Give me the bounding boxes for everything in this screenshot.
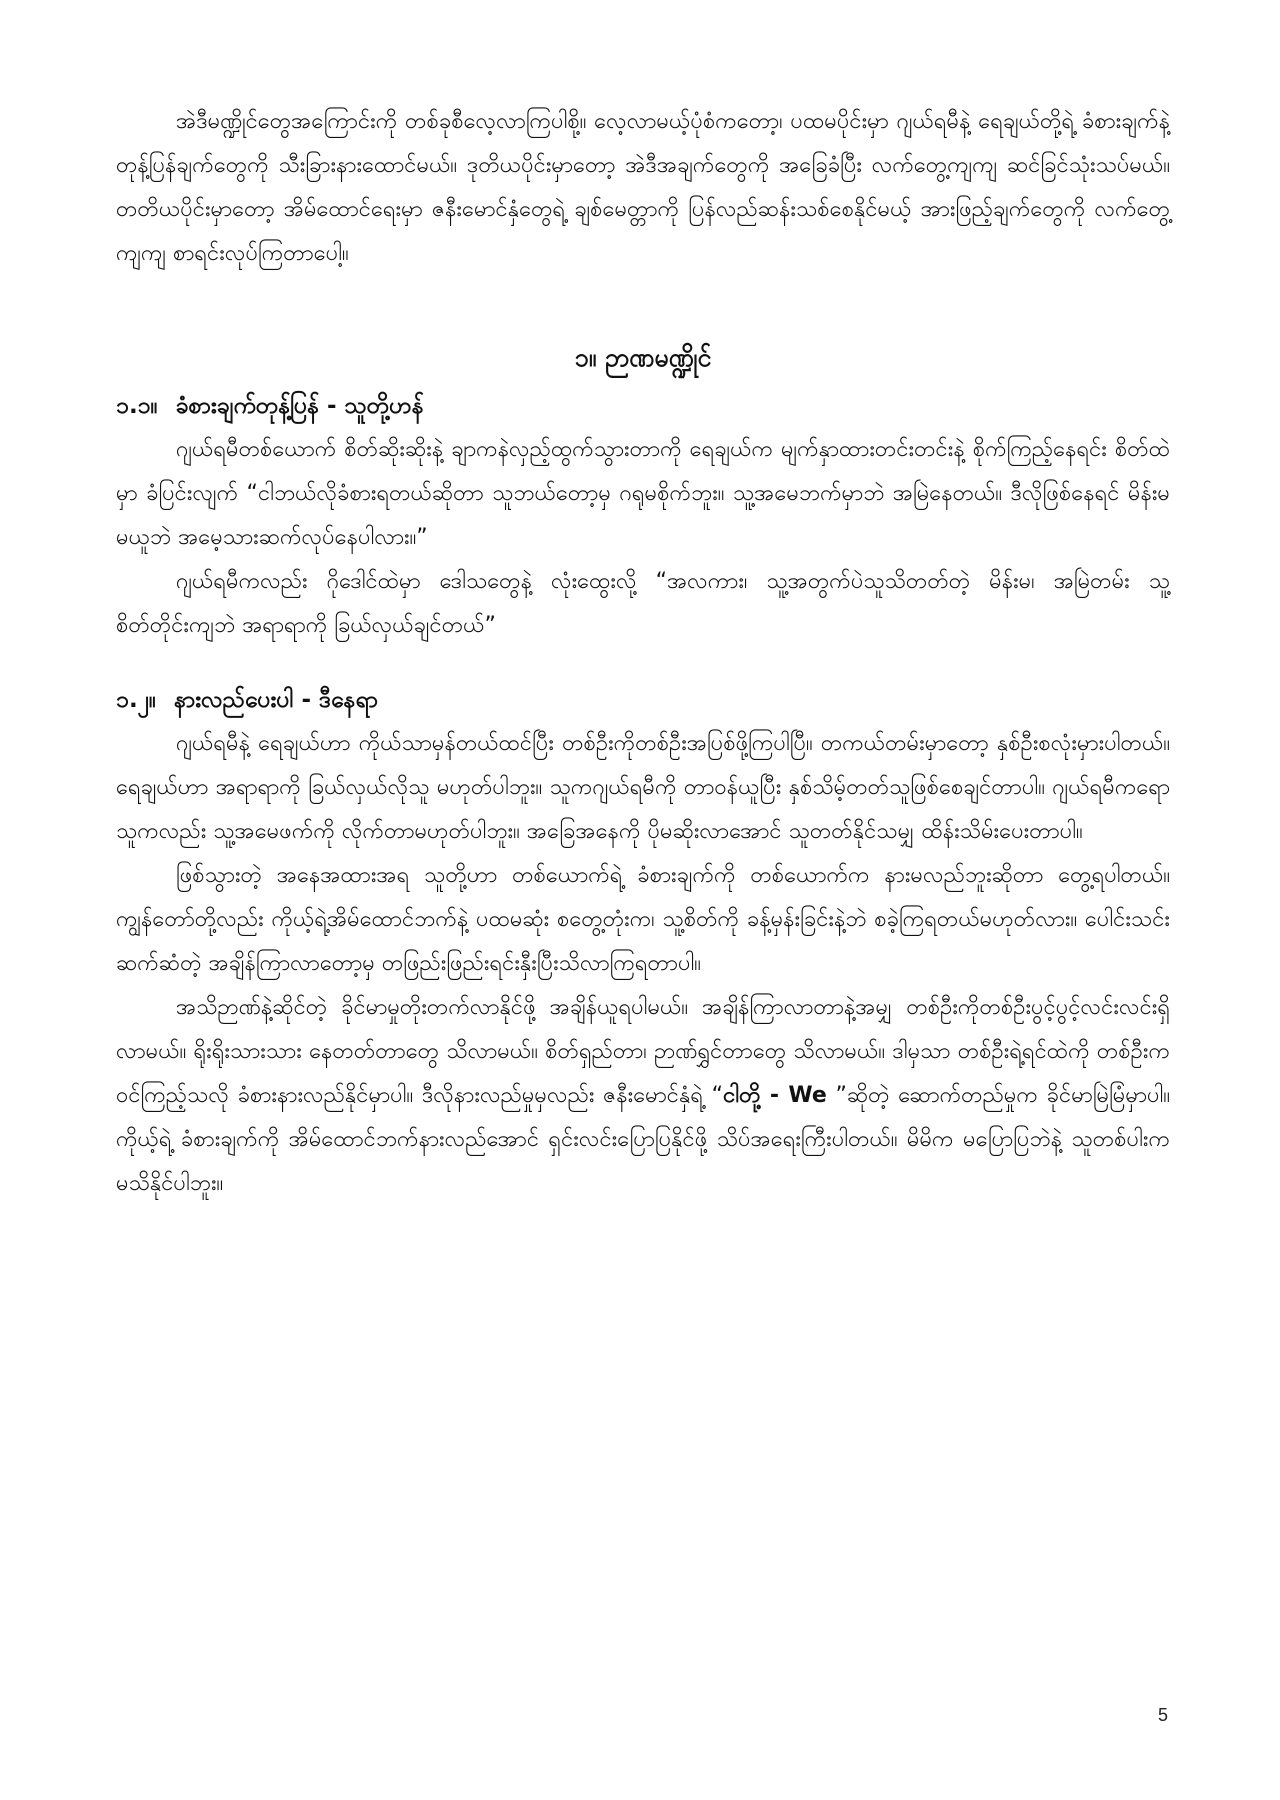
section-1-title: ခံစားချက်တုန့်ပြန် - သူတို့ဟန် [175,393,424,419]
section-2-paragraph: ဂျယ်ရမီနဲ့ ရေချယ်ဟာ ကိုယ်သာမှန်တယ်ထင်ပြီး တစ်ဦးကိုတစ်ဦးအပြစ်ဖို့ကြပါပြီ။ တကယ်တမ်းမှာတော့ နှစ်ဦးစလုံးမှားပါတယ်။ ရေချယ်ဟာ အရာရာကို ခြယ်လှယ်လိုသူ မဟုတ်ပါဘူး။ သူကဂျယ်ရမီကို တာဝန်ယူပြီး နှစ်သိမ့်တတ်သူဖြစ်စေချင်တာပါ။ ဂျယ်ရမီကရော သူကလည်း သူ့အမေဖက်ကို လိုက်တာမဟုတ်ပါဘူး။ အခြေအနေကို ပိုမဆိုးလာအောင် သူတတ်နိုင်သမျှ ထိန်းသိမ်းပေးတာပါ။ [116,731,1170,844]
chapter-title: ၁။ ဉာဏမဏ္ဍိုင် [574,343,712,372]
section-1-paragraph: ဂျယ်ရမီတစ်ယောက် စိတ်ဆိုးဆိုးနဲ့ ချာကနဲလှည့်ထွက်သွားတာကို ရေချယ်က မျက်နှာထားတင်းတင်းနဲ့ စိုက်ကြည့်နေရင်း စိတ်ထဲမှာ ခံပြင်းလျက် “ငါဘယ်လိုခံစားရတယ်ဆိုတာ သူဘယ်တော့မှ ဂရုမစိုက်ဘူး။ သူ့အမေဘက်မှာဘဲ အမြဲနေတယ်။ ဒီလိုဖြစ်နေရင် မိန်းမမယူဘဲ အမေ့သားဆက်လုပ်နေပါလား။” [116,437,1170,550]
section-1-heading [116,384,1170,428]
section-1-paragraph: ဂျယ်ရမီကလည်း ဂိုဒေါင်ထဲမှာ ဒေါသတွေနဲ့ လုံးထွေးလို့ “အလကား၊ သူ့အတွက်ပဲသူသိတတ်တဲ့ မိန်းမ၊ အမြဲတမ်း သူ့စိတ်တိုင်းကျဘဲ အရာရာကို ခြယ်လှယ်ချင်တယ်” [116,569,1170,638]
we-label: ငါတို့ - We [723,1083,827,1108]
closing-text-part-2: ”ဆိုတဲ့ ဆောက်တည်မှုက ခိုင်မာမြဲမြံမှာပါ။ ကိုယ့်ရဲ့ ခံစားချက်ကို အိမ်ထောင်ဘက်နားလည်အောင် ရှင်းလင်းပြောပြနိုင်ဖို့ သိပ်အရေးကြီးပါတယ်။ မိမိက မပြောပြဘဲနဲ့ သူတစ်ပါးက မသိနိုင်ပါဘူး။ [116,1083,1171,1196]
closing-text-part-1: အသိဉာဏ်နဲ့ဆိုင်တဲ့ ခိုင်မာမှုတိုးတက်လာနိုင်ဖို့ အချိန်ယူရပါမယ်။ အချိန်ကြာလာတာနဲ့အမျှ တစ်ဦးကိုတစ်ဦးပွင့်ပွင့်လင်းလင်းရှိလာမယ်။ ရိုးရိုးသားသား နေတတ်တာတွေ သိလာမယ်။ စိတ်ရှည်တာ၊ ဉာဏ်ရွှင်တာတွေ သိလာမယ်။ ဒါမှသာ တစ်ဦးရဲ့ရင်ထဲကို တစ်ဦးကဝင်ကြည့်သလို ခံစားနားလည်နိုင်မှာပါ။ ဒီလိုနားလည်မှုမှလည်း ဇနီးမောင်နှံရဲ့ “ [116,995,1170,1108]
section-2-heading [116,678,1170,722]
section-1-number: ၁.၁။ [116,393,158,419]
section-2-paragraph: ဖြစ်သွားတဲ့ အနေအထားအရ သူတို့ဟာ တစ်ယောက်ရဲ့ ခံစားချက်ကို တစ်ယောက်က နားမလည်ဘူးဆိုတာ တွေ့ရပါတယ်။ ကျွန်တော်တို့လည်း ကိုယ့်ရဲ့အိမ်ထောင်ဘက်နဲ့ ပထမဆုံး စတွေ့တုံးက၊ သူ့စိတ်ကို ခန့်မှန်းခြင်းနဲ့ဘဲ စခဲ့ကြရတယ်မဟုတ်လား။ ပေါင်းသင်းဆက်ဆံတဲ့ အချိန်ကြာလာတော့မှ တဖြည်းဖြည်းရင်းနှီးပြီးသိလာကြရတာပါ။ [116,863,1170,976]
page-number: 5 [1157,1705,1168,1725]
section-2-title: နားလည်ပေးပါ - ဒီနေရာ [173,687,379,713]
section-1 [116,384,1170,648]
section-2-closing-paragraph [116,986,1170,1206]
section-2 [116,678,1170,1206]
intro-paragraph: အဲဒီမဏ္ဍိုင်တွေအကြောင်းကို တစ်ခုစီလေ့လာကြပါစို့။ လေ့လာမယ့်ပုံစံကတော့၊ ပထမပိုင်းမှာ ဂျယ်ရမီနဲ့ ရေချယ်တို့ရဲ့ ခံစားချက်နဲ့တုန့်ပြန်ချက်တွေကို သီးခြားနားထောင်မယ်။ ဒုတိယပိုင်းမှာတော့ အဲဒီအချက်တွေကို အခြေခံပြီး လက်တွေ့ကျကျ ဆင်ခြင်သုံးသပ်မယ်။ တတိယပိုင်းမှာတော့ အိမ်ထောင်ရေးမှာ ဇနီးမောင်နှံတွေရဲ့ ချစ်မေတ္တာကို ပြန်လည်ဆန်းသစ်စေနိုင်မယ့် အားဖြည့်ချက်တွေကို လက်တွေ့ကျကျ စာရင်းလုပ်ကြတာပေါ့။ [116,109,1170,266]
section-2-number: ၁.၂။ [116,687,156,713]
